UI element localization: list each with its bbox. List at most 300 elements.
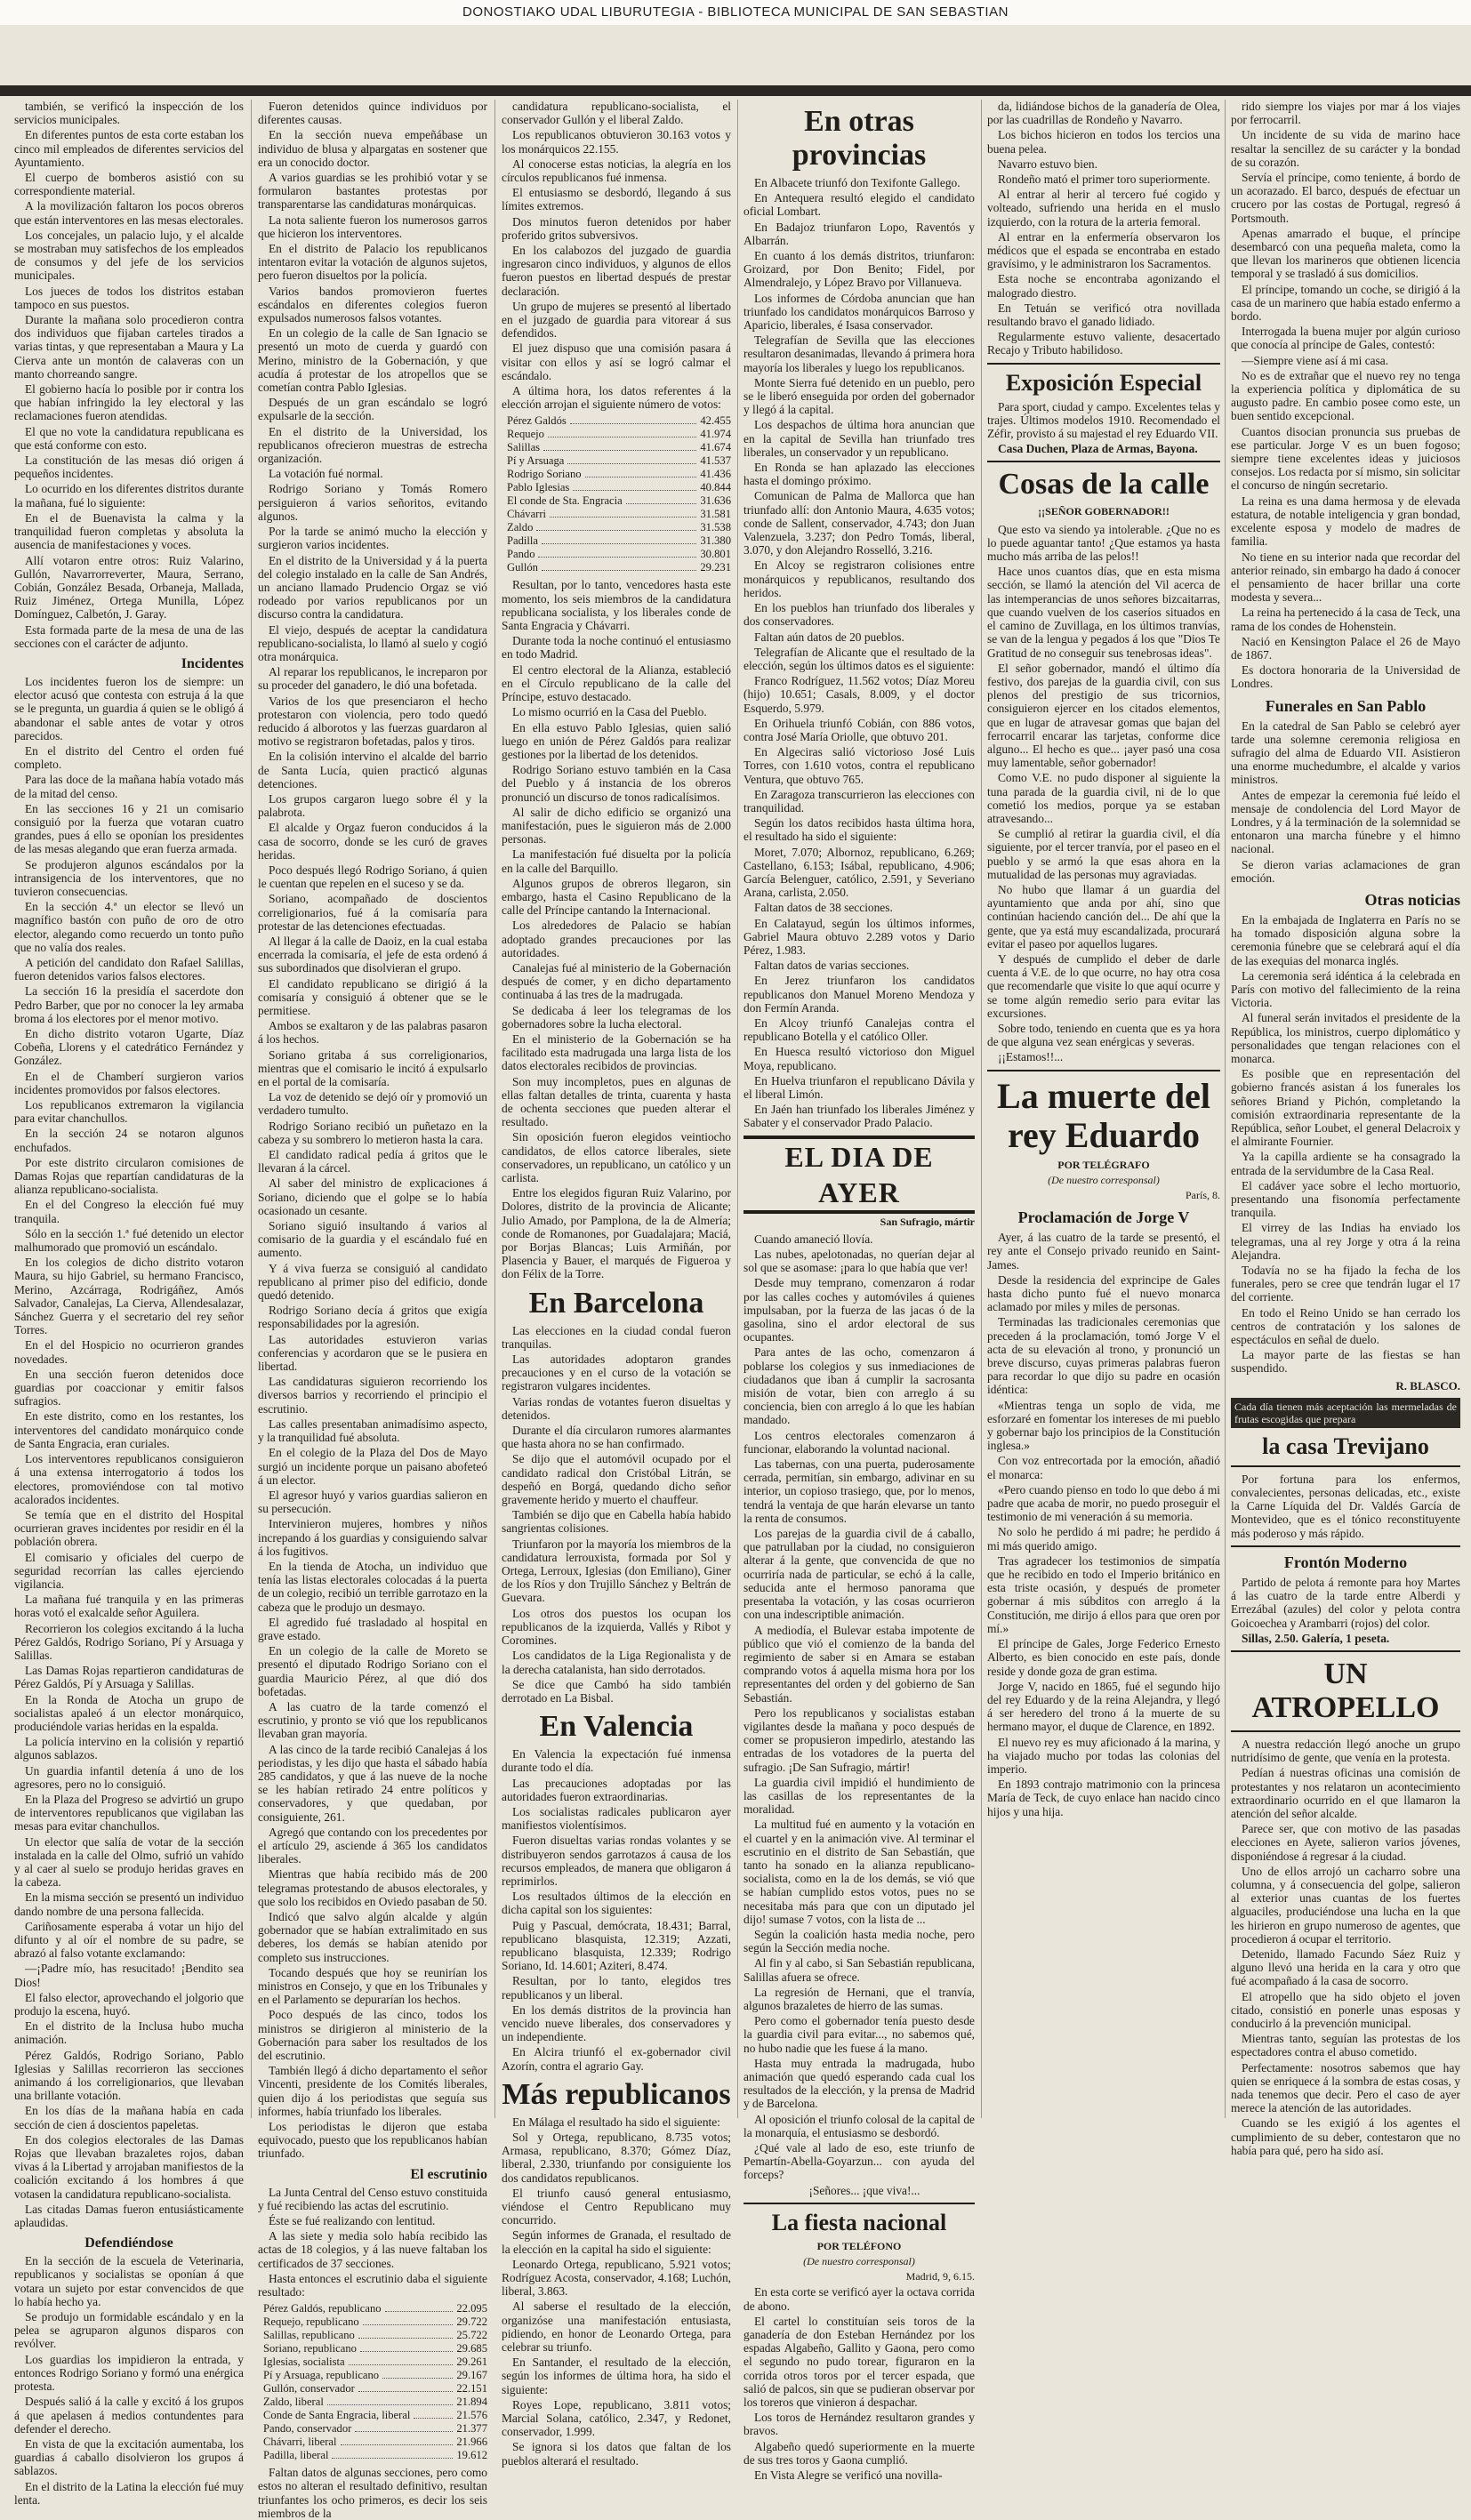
paragraph: Perfectamente: nosotros sabemos que hay quien se enriquece á la sombra de estas cosas, y nada tenemos que decir. Pero el caso de ayer merece la atención de las autoridades. — [1231, 2060, 1460, 2115]
paragraph: En Alcoy se registraron colisiones entre monárquicos y republicanos, resultando dos heridos. — [744, 558, 975, 599]
paragraph: A última hora, los datos referentes á la elección arrojan el siguiente número de votos: — [502, 384, 731, 412]
paragraph: El centro electoral de la Alianza, estableció en el Círculo republicano de la calle del Príncipe, estuvo destacado. — [502, 662, 731, 704]
paragraph: Triunfaron por la mayoría los miembros de la candidatura lerrouxista, formada por Sol y Ortega, Lerroux, Iglesias (don Emiliano), Giner de los Ríos y don Trujillo Sánchez y Beltrán de Guevara. — [502, 1537, 731, 1605]
paragraph: En un colegio de la calle de Moreto se presentó el diputado Rodrigo Soriano con el guardia Mauricio Pérez, al que dió dos bofetadas. — [258, 1644, 487, 1698]
column-divider — [737, 100, 738, 2118]
vote-count: 41.974 — [700, 428, 731, 441]
paragraph: Se dice que Cambó ha sido también derrotado en La Bisbal. — [502, 1677, 731, 1705]
divider — [987, 1070, 1220, 1071]
candidate-name: Chávarri — [507, 508, 547, 521]
paragraph: El alcalde y Orgaz fueron conducidos á la casa de socorro, donde se les curó de graves heridas. — [258, 821, 487, 862]
paragraph: Intervinieron mujeres, hombres y niños increpando á los guardias y consiguiendo salvar á los fugitivos. — [258, 1517, 487, 1558]
paragraph: Los republicanos extremaron la vigilancia para evitar chanchullos. — [14, 1098, 244, 1126]
paragraph: En el del Hospicio no ocurrieron grandes novedades. — [14, 1338, 244, 1366]
advertisement-text: Para sport, ciudad y campo. Excelentes telas y trajes. Últimos modelos 1910. Recomendado el Zéfir, provisto á su majestad el rey Eduardo VII. — [987, 399, 1220, 441]
paragraph: La manifestación fué disuelta por la policía en la calle del Barquillo. — [502, 847, 731, 875]
paragraph: Por la tarde se animó mucho la elección y surgieron varios incidentes. — [258, 525, 487, 552]
divider — [744, 2203, 975, 2204]
paragraph: En el distrito de la Universidad y á la puerta del colegio instalado en la calle de San Andrés, un anciano llamado Prudencio Orgaz se vió rodeado por varios republicanos por un discurso contra la candidatura. — [258, 553, 487, 622]
paragraph: Ayer, á las cuatro de la tarde se presentó, el rey ante el Consejo privado reunido en Saint-James. — [987, 1231, 1220, 1272]
paragraph: Las autoridades adoptaron grandes precauciones y en el curso de la votación se registraron vulgares incidentes. — [502, 1352, 731, 1393]
paragraph: ¿Qué vale al lado de eso, este triunfo de Pemartín-Abella-Goyarzun... con ayuda del forceps? — [744, 2141, 975, 2182]
paragraph: El candidato republicano se dirigió á la comisaría y consiguió á obtener que se le permitiese. — [258, 976, 487, 1017]
paragraph: Los bichos hicieron en todos los tercios una buena pelea. — [987, 128, 1220, 156]
paragraph: Las nubes, apelotonadas, no querían dejar al sol que se asomase: ¡para lo que había que ver! — [744, 1248, 975, 1275]
paragraph: Varios bandos promovieron fuertes escándalos en diferentes colegios fueron expulsados numerosos falsos votantes. — [258, 284, 487, 325]
paragraph: Los alrededores de Palacio se habían adoptado grandes precauciones por las autoridades. — [502, 919, 731, 959]
result-row — [263, 2422, 487, 2436]
paragraph: No hubo que llamar á un guardia del ayuntamiento que anda por ahí, sino que continúan haciendo canción del... De ahí que la gente, que ya está muy escandalizada, procurará evitar el paseo por aquellos lugares. — [987, 882, 1220, 951]
paragraph: La ceremonia será idéntica á la celebrada en París con motivo del fallecimiento de la reina Victoria. — [1231, 968, 1460, 1010]
paragraph: Pedían á nuestras oficinas una comisión de protestantes y nos relataron un acontecimiento extraordinario ocurrido en el que llamaron la atención del señor alcalde. — [1231, 1766, 1460, 1820]
paragraph: Las autoridades estuvieron varias conferencias y acordaron que se le pusiera en libertad. — [258, 1332, 487, 1374]
paragraph: Rodrigo Soriano decía á gritos que exigía responsabilidades por la agresión. — [258, 1304, 487, 1331]
paragraph: Los jueces de todos los distritos estaban tampoco en sus puestos. — [14, 284, 244, 311]
paragraph: «Mientras tenga un soplo de vida, me esforzaré en fomentar los intereses de mi pueblo y gobernar bajo los principios de la Constitución inglesa.» — [987, 1398, 1220, 1453]
paragraph: Cuando se les exigió á los agentes el cumplimiento de su deber, contestaron que no había para qué, pero ha sido así. — [1231, 2116, 1460, 2157]
paragraph: En dos colegios electorales de las Damas Rojas que llevaban brazaletes rojos, daban vivas á la Libertad y arrojaban manifiestos de la coalición excitando á los hombres á que votasen la candidatura republicano-socialista. — [14, 2132, 244, 2201]
paragraph: Los incidentes fueron los de siempre: un elector acusó que contesta con estruja á la que se le pregunta, un guardia á quien se le obligó á abandonar el sable antes de votar y otros parecidos. — [14, 674, 244, 742]
paragraph: Rodrigo Soriano estuvo también en la Casa del Pueblo y á instancia de los obreros pronunció un discurso de tonos radicalísimos. — [502, 763, 731, 804]
paragraph: La sección 16 la presidía el sacerdote don Pedro Barber, que por no conocer la ley armaba broma á los electores por el menor motivo. — [14, 984, 244, 1025]
candidate-name: Requejo — [507, 428, 544, 441]
result-row — [263, 2329, 487, 2342]
leader-dots — [543, 441, 696, 451]
paragraph: En Valencia la expectación fué inmensa durante todo el día. — [502, 1747, 731, 1775]
candidate-name: Pí y Arsuaga, republicano — [263, 2369, 380, 2382]
paragraph: Resultan, por lo tanto, vencedores hasta este momento, los seis miembros de la candidatura republicana socialista, y los liberales conde de Santa Engracia y Chávarri. — [502, 578, 731, 633]
result-row — [263, 2369, 487, 2382]
headline-barcelona: En Barcelona — [528, 1286, 704, 1320]
candidate-name: Pablo Iglesias — [507, 481, 570, 494]
paragraph: Es doctora honoraria de la Universidad de Londres. — [1231, 663, 1460, 691]
paragraph: En el distrito de la Universidad, los republicanos ofrecieron muestras de estrecha organización. — [258, 424, 487, 466]
paragraph: La regresión de Hernani, que el tranvía, algunos brazaletes de hierro de las sumas. — [744, 1985, 975, 2012]
leader-dots — [385, 2302, 454, 2312]
results-list-madrid-final — [507, 414, 731, 574]
vote-count: 31.581 — [700, 508, 731, 521]
paragraph: Fueron detenidos quince individuos por diferentes causas. — [258, 100, 487, 127]
vote-count: 41.436 — [700, 468, 731, 481]
headline-cosas-de-la-calle: Cosas de la calle — [998, 468, 1210, 502]
paragraph: Las tabernas, con una puerta, puderosamente cerrada, permitían, sin embargo, adivinar en su interior, un copioso trasiego, que, por lo menos, tendrá la ventaja de que harán elevarse un tanto la renta de consumos. — [744, 1457, 975, 1525]
paragraph: Las Damas Rojas repartieron candidaturas de Pérez Galdós, Pí y Arsuaga y Salillas. — [14, 1664, 244, 1691]
paragraph: Hasta entonces el escrutinio daba el siguiente resultado: — [258, 2271, 487, 2299]
paragraph: El entusiasmo se desbordó, llegando á sus límites extremos. — [502, 186, 731, 213]
paragraph: El cuerpo de bomberos asistió con su correspondiente material. — [14, 171, 244, 198]
paragraph: Según la coalición hasta media noche, pero según la Sección media noche. — [744, 1927, 975, 1955]
vote-count: 31.636 — [700, 494, 731, 508]
results-list-madrid-partial — [263, 2302, 487, 2462]
paragraph: La mayor parte de las fiestas se han suspendido. — [1231, 1348, 1460, 1376]
paragraph: Y á viva fuerza se consiguió al candidato republicano al primer piso del edificio, donde quedó detenido. — [258, 1261, 487, 1303]
paragraph: Faltan aún datos de 20 pueblos. — [754, 630, 904, 644]
paragraph: A las cinco de la tarde recibió Canalejas á los periodistas, y les dijo que hasta el sábado había 285 candidatos, y que á las nueve de la noche se les habían retirado 24 entre políticos y conservadores, y que quedaban, por consiguiente, 261. — [258, 1742, 487, 1824]
paragraph: Todavía no se ha fijado la fecha de los funerales, pero se cree que tendrán lugar el 17 del corriente. — [1231, 1264, 1460, 1304]
candidate-name: Pí y Arsuaga — [507, 454, 565, 468]
candidate-name: El conde de Sta. Engracia — [507, 494, 623, 508]
paragraph: El nuevo rey es muy aficionado á la marina, y ha viajado mucho por todas las colonias del imperio. — [987, 1735, 1220, 1776]
paragraph: Franco Rodríguez, 11.562 votos; Díaz Moreu (hijo) 10.651; Casals, 8.009, y el doctor Esquerdo, 5.979. — [744, 674, 975, 715]
section-heading-escrutinio: El escrutinio — [410, 2166, 487, 2182]
result-row — [507, 454, 731, 468]
paragraph: En diferentes puntos de esta corte estaban los cinco mil empleados de diferentes servicios del Ayuntamiento. — [14, 128, 244, 169]
candidate-name: Salillas, republicano — [263, 2329, 355, 2342]
candidate-name: Pando, conservador — [263, 2422, 352, 2436]
result-row — [263, 2342, 487, 2355]
paragraph: El virrey de las Indias ha enviado los telegramas, una al rey Jorge y otra á la reina Alejandra. — [1231, 1221, 1460, 1262]
vote-count: 22.095 — [456, 2302, 487, 2315]
paragraph: La mañana fué tranquila y en las primeras horas votó el exalcalde señor Aguilera. — [14, 1593, 244, 1620]
paragraph: Para las doce de la mañana había votado más de la mitad del censo. — [14, 773, 244, 800]
paragraph: También llegó á dicho departamento el señor Vincenti, presidente de los Comités liberales, quien dijo á los periodistas que seguía sus informes, había triunfado los liberales. — [258, 2064, 487, 2118]
paragraph: Los parejas de la guardia civil de á caballo, que patrullaban por la ciudad, no consiguieron alterar á la gente, que convencida de que no ocurriría nada de particular, se echó á la calle, seducida ante el hermoso panorama que presentaba la votación, y las cosas ocurrieron con una indescriptible animación. — [744, 1527, 975, 1622]
candidate-name: Requejo, republicano — [263, 2315, 359, 2329]
paragraph: Parece ser, que con motivo de las pasadas elecciones en Ayete, salieron varios jóvenes, disponiéndose á regresar á la ciudad. — [1231, 1822, 1460, 1863]
candidate-name: Pando — [507, 548, 535, 561]
paragraph: Allí votaron entre otros: Ruiz Valarino, Gullón, Navarrorreverter, Maura, Serrano, Cobián, González Besada, Orbaneja, Mallada, Ruiz Jiménez, Ortega Munilla, López Domínguez, Calbetón, J. Garay. — [14, 553, 244, 622]
candidate-name: Chávarri, liberal — [263, 2436, 337, 2449]
paragraph: Las calles presentaban animadísimo aspecto, y la tranquilidad fué absoluta. — [258, 1416, 487, 1445]
vote-count: 21.576 — [456, 2409, 487, 2422]
headline-exposicion-especial: Exposición Especial — [1005, 369, 1202, 396]
leader-dots — [358, 2329, 454, 2339]
paragraph: En los demás distritos de la provincia han vencido nueve liberales, dos conservadores y un independiente. — [502, 2002, 731, 2044]
paragraph: Al fin y al cabo, si San Sebastián republicana, Salillas afuera se ofrece. — [744, 1956, 975, 1984]
paragraph: Los otros dos puestos los ocupan los republicanos de la izquierda, Vallés y Ribot y Coromines. — [502, 1606, 731, 1648]
paragraph: Los interventores republicanos consiguieron á una extensa interrogatorio á todos los electores, promoviéndose con tal motivo acalorados incidentes. — [14, 1452, 244, 1506]
paragraph: Telegrafían de Sevilla que las elecciones resultaron desanimadas, llevando á primera hora mayoría los liberales y luego los republicanos. — [744, 333, 975, 374]
paragraph: El candidato radical pedía á gritos que le llevaran á la cárcel. — [258, 1148, 487, 1176]
dateline: Madrid, 9, 6.15. — [905, 2270, 975, 2283]
vote-count: 41.537 — [700, 454, 731, 468]
paragraph: Desde la residencia del exprincipe de Gales hasta dicho punto fué el nuevo monarca aclamado por miles y miles de personas. — [987, 1272, 1220, 1314]
paragraph: Tras agradecer los testimonios de simpatía que he recibido en todo el Imperio británico en esta triste ocasión, y después de prometer gobernar á mis súbditos con arreglo á la Constitución, me dirijo á ellos para que oren por mí.» — [987, 1553, 1220, 1635]
candidate-name: Soriano, republicano — [263, 2342, 357, 2355]
paragraph: También se dijo que en Cabella había habido sangrientas colisiones. — [502, 1508, 731, 1536]
paragraph: El gobierno hacía lo posible por ir contra los que habían infringido la ley electoral y las reclamaciones fueron atendidas. — [14, 382, 244, 423]
paragraph: En Málaga el resultado ha sido el siguiente: — [512, 2115, 720, 2129]
paragraph: Como V.E. no pudo disponer al siguiente la tuna parada de la guardia civil, ni de lo que cometió los medios, porque ya se estaban atravesando... — [987, 771, 1220, 825]
leader-dots — [536, 521, 696, 531]
paragraph: Royes Lope, republicano, 3.811 votos; Marcial Solana, católico, 2.347, y Redonet, conservador, 1.999. — [502, 2397, 731, 2439]
paragraph: Uno de ellos arrojó un cacharro sobre una columna, y á consecuencia del golpe, salieron al exterior unas cuantas de los fuertes alguaciles, produciéndose una lucha en la que les hirieron en grupo numeroso de agentes, que procedieron á ocupar el territorio. — [1231, 1864, 1460, 1946]
paragraph: Al llegar á la calle de Daoiz, en la cual estaba encerrada la comisaría, el jefe de esta ordenó á sus subordinados que disolvieran el grupo. — [258, 934, 487, 975]
paragraph: El atropello que ha sido objeto el joven citado, consistió en ponerle unas esposas y conducirlo á la prevención municipal. — [1231, 1989, 1460, 2030]
paragraph: En Antequera resultó elegido el candidato oficial Lombart. — [744, 191, 975, 219]
paragraph: Entre los elegidos figuran Ruiz Valarino, por Dolores, distrito de la provincia de Alicante; Julio Amado, por Pamplona, de la de Almería; conde de Romanones, por Guadalajara; Maciá, por Borjas Blancas; Luis Armiñán, por Plasencia y Bauer, el marqués de Figueroa y don Félix de la Torre. — [502, 1186, 731, 1281]
candidate-name: Conde de Santa Engracia, liberal — [263, 2409, 411, 2422]
paragraph: En la tienda de Atocha, un individuo que tenía las listas electorales colocadas á la puerta de un colegio, recibió un terrible garrotazo en la cabeza que le produjo un desmayo. — [258, 1559, 487, 1614]
paragraph: En esta corte se verificó ayer la octava corrida de abono. — [744, 2285, 975, 2313]
paragraph: Los republicanos obtuvieron 30.163 votos y los monárquicos 22.155. — [502, 128, 731, 156]
paragraph: Se produjeron algunos escándalos por la intransigencia de los interventores, que no tuvieron consecuencias. — [14, 857, 244, 898]
dateline: París, 8. — [1186, 1189, 1220, 1201]
column-divider — [1225, 100, 1226, 2118]
leader-dots — [585, 468, 697, 478]
column-divider — [251, 100, 252, 2118]
paragraph: En las secciones 16 y 21 un comisario consiguió por la fuerza que votaran cuatro grandes, pues á ello se oponían los presidentes de las mesas alegando que eran fuerza armada. — [14, 801, 244, 856]
paragraph: Por este distrito circularon comisiones de Damas Rojas que repartían candidaturas de la alianza republicano-socialista. — [14, 1155, 244, 1197]
paragraph: A la movilización faltaron los pocos obreros que están interventores en las mesas electorales. — [14, 199, 244, 227]
paragraph: Los toros de Hernández resultaron grandes y bravos. — [744, 2411, 975, 2438]
result-row — [507, 561, 731, 574]
paragraph: En los colegios de dicho distrito votaron Maura, su hijo Gabriel, su hermano Francisco, Merino, Azcárraga, Rodrigáñez, Amós Salvador, Canalejas, La Cierva, Allendesalazar, Sánchez Guerra y el secretario del rey señor Torres. — [14, 1256, 244, 1337]
paragraph: En los calabozos del juzgado de guardia ingresaron cinco individuos, y algunos de ellos fueron puestos en libertad después de prestar declaración. — [502, 244, 731, 298]
paragraph: Al oposición el triunfo colosal de la capital de la monarquía, el entusiasmo se desbordó. — [744, 2112, 975, 2139]
paragraph: Dos minutos fueron detenidos por haber proferido gritos subversivos. — [502, 214, 731, 242]
paragraph: En la embajada de Inglaterra en París no se ha tomado disposición alguna sobre la ceremonia fúnebre que se celebrará aquí el día de las exequias del monarca inglés. — [1231, 912, 1460, 967]
vote-count: 29.261 — [456, 2355, 487, 2369]
paragraph: Después salió á la calle y excitó á los grupos á que apelasen á medios contundentes para defender el derecho. — [14, 2395, 244, 2436]
paragraph: El señor gobernador, mandó el último día festivo, dos parejas de la guardia civil, con sus plenos del prestigio de sus tricornios, consiguieron ejercer en los citados elementos, que en lugar de atravesar gomas que bajan del ferrocarril encarar las tarjetas, conforme dice alguno... El hecho es que... ¡ayer pasó una cosa muy lamentable, señor gobernador! — [987, 661, 1220, 770]
paragraph: Y después de cumplido el deber de darle cuenta á V.E. de lo que ocurre, no hay otra cosa que recomendarle que visite lo que aquí ocurre y se tome algún remedio serio para evitar las excursiones. — [987, 951, 1220, 1020]
paragraph: también, se verificó la inspección de los servicios municipales. — [14, 100, 244, 127]
vote-count: 30.801 — [700, 548, 731, 561]
paragraph: Sol y Ortega, republicano, 8.735 votos; Armasa, republicano, 8.370; Gómez Díaz, liberal, 2.330, triunfando por consiguiente los dos candidatos republicanos. — [502, 2130, 731, 2185]
author-signature: R. BLASCO. — [1395, 1378, 1460, 1392]
paragraph: En dicho distrito votaron Ugarte, Díaz Cobeña, Llorens y el catedrático Fernández y González. — [14, 1027, 244, 1068]
paragraph: Un grupo de mujeres se presentó al libertado en el juzgado de guardia para vitorear á sus defendidos. — [502, 299, 731, 341]
leader-dots — [360, 2342, 453, 2352]
byline-correspondent: (De nuestro corresponsal) — [803, 2255, 915, 2268]
divider — [1231, 1465, 1460, 1467]
result-row — [507, 508, 731, 521]
paragraph: Terminadas las tradicionales ceremonias que preceden á la proclamación, tomó Jorge V el acta de su elevación al trono, y pronunció un breve discurso, cuyas primeras palabras fueron para recordar lo que dijo su padre en ocasión idéntica: — [987, 1315, 1220, 1397]
paragraph: Al saberse el resultado de la elección, organizóse una manifestación entusiasta, pidiendo, en honor de Leonardo Ortega, para celebrar su triunfo. — [502, 2299, 731, 2355]
paragraph: Pero como el gobernador tenía puesto desde la guardia civil para evitar..., no sabemos qué, no hubo nadie que les fuese á la mano. — [744, 2014, 975, 2055]
leader-dots — [382, 2369, 453, 2379]
advertisement-text: Por fortuna para los enfermos, convalecientes, personas delicadas, etc., existe la Carne Líquida del Dr. Valdés García de Montevideo, que es el tónico reconstituyente más poderoso y más rápido. — [1231, 1472, 1460, 1540]
paragraph: Al saber del ministro de explicaciones á Soriano, diciendo que el golpe se lo había ocasionado un cesante. — [258, 1176, 487, 1217]
paragraph: No es de extrañar que el nuevo rey no tenga la experiencia política y diplomática de su augusto padre. En cambio posee como este, un buen sentido excepcional. — [1231, 368, 1460, 423]
vote-count: 29.167 — [456, 2369, 487, 2382]
headline-valencia: En Valencia — [539, 1710, 694, 1744]
leader-dots — [355, 2422, 453, 2432]
paragraph: En la sección 4.ª un elector se llevó un magnífico bastón con puño de oro de otro elector, alegando como recuerdo un tonto puño que no valía dos reales. — [14, 900, 244, 954]
leader-dots — [626, 494, 697, 504]
paragraph: En el ministerio de la Gobernación se ha facilitado esta madrugada una larga lista de los datos electorales recibidos de provincias. — [502, 1031, 731, 1073]
result-row — [507, 548, 731, 561]
paragraph: En los pueblos han triunfado dos liberales y dos conservadores. — [744, 601, 975, 629]
leader-dots — [332, 2449, 453, 2459]
paragraph: Las candidaturas siguieron recorriendo los diversos barrios y recorriendo el principio el escrutinio. — [258, 1375, 487, 1416]
paragraph: Faltan datos de 38 secciones. — [754, 901, 893, 915]
subheadline-senor-gobernador: ¡¡SEÑOR GOBERNADOR!! — [1038, 505, 1170, 518]
paragraph: Se cumplió al retirar la guardia civil, el día siguiente, por el tercer tranvía, por el paseo en el pueblo y se armó la que esas ahora en la mutualidad de las personas muy agraviadas. — [987, 827, 1220, 881]
paragraph: Faltan datos de varias secciones. — [754, 959, 910, 973]
paragraph: Sobre todo, teniendo en cuenta que es ya hora de que alguna vez sean enérgicas y severas. — [987, 1021, 1220, 1049]
paragraph: Jorge V, nacido en 1865, fué el segundo hijo del rey Eduardo y de la reina Alejandra, y llegó á ser heredero del trono á la muerte de su hermano mayor, el duque de Clarence, en 1892. — [987, 1679, 1220, 1734]
paragraph: Hasta muy entrada la madrugada, hubo animación que quedó esperando cada cual los resultados de la elección, y la prensa de Madrid y de Barcelona. — [744, 2056, 975, 2111]
headline-la-muerte-del-rey-eduardo: La muerte del rey Eduardo — [997, 1075, 1210, 1155]
leader-dots — [567, 454, 696, 464]
paragraph: Navarro estuvo bien. — [998, 156, 1097, 171]
subheading-proclamacion: Proclamación de Jorge V — [1017, 1208, 1190, 1227]
paragraph: Servía el príncipe, como teniente, á bordo de un acorazado. El barco, después de efectuar un crucero por las costas de Portugal, regresó á Portsmouth. — [1231, 171, 1460, 225]
result-row — [263, 2355, 487, 2369]
paragraph: En la colisión intervino el alcalde del barrio de Santa Lucía, quien practicó algunas detenciones. — [258, 750, 487, 791]
leader-dots — [538, 548, 696, 558]
paragraph: El que no vote la candidatura republicana es que está conforme con esto. — [14, 424, 244, 452]
paragraph: Los grupos cargaron luego sobre él y la palabrota. — [258, 791, 487, 820]
candidate-name: Pérez Galdós, republicano — [263, 2302, 382, 2315]
paragraph: Éste se fué realizando con lentitud. — [269, 2214, 436, 2228]
paragraph: Algabeño quedó superiormente en la muerte de sus tres toros y Gaona cumplió. — [744, 2439, 975, 2467]
paragraph: Mientras que había recibido más de 200 telegramas protestando de abusos electorales, y que solo los recibidos en Oviedo pasaban de 50. — [258, 1867, 487, 1908]
paragraph: Mientras tanto, seguían las protestas de los espectadores contra el abuso cometido. — [1231, 2032, 1460, 2059]
paragraph: Telegrafían de Alicante que el resultado de la elección, según los últimos datos es el siguiente: — [744, 645, 975, 672]
paragraph: La reina es una dama hermosa y de elevada estatura, de notable inteligencia y gran bondad, excelente esposa y modelo de madres de familia. — [1231, 494, 1460, 549]
paragraph: El triunfo causó general entusiasmo, viéndose el Centro Republicano muy concurrido. — [502, 2186, 731, 2227]
leader-dots — [542, 561, 696, 571]
paragraph: En la sección de la escuela de Veterinaria, republicanos y socialistas se oponían á que votara un sujeto por estar convencidos de que lo había hecho ya. — [14, 2254, 244, 2308]
result-row — [263, 2409, 487, 2422]
paragraph: En vista de que la excitación aumentaba, los guardias á caballo disolvieron los grupos á sablazos. — [14, 2436, 244, 2478]
paragraph: Interrogada la buena mujer por algún curioso que conocía al príncipe de Gales, contestó: — [1231, 325, 1460, 352]
paragraph: «Pero cuando pienso en todo lo que debo á mi padre que acaba de morir, no puedo proseguir el testimonio de mi veneración á su memoria. — [987, 1482, 1220, 1524]
paragraph: Los concejales, un palacio lujo, y el alcalde se mostraban muy satisfechos de los empleados de consumos y del jefe de los servicios municipales. — [14, 228, 244, 283]
paragraph: Los resultados últimos de la elección en dicha capital son los siguientes: — [502, 1890, 731, 1917]
paragraph: Cuando amaneció llovía. — [754, 1232, 873, 1246]
result-row — [507, 441, 731, 454]
paragraph: Se ignora si los datos que faltan de los pueblos alterará el resultado. — [502, 2440, 731, 2468]
vote-count: 21.377 — [456, 2422, 487, 2436]
paragraph: Pérez Galdós, Rodrigo Soriano, Pablo Iglesias y Salillas recorrieron las secciones animando á los correligionarios, que llevaban una brillante votación. — [14, 2048, 244, 2103]
paragraph: El cartel lo constituían seis toros de la ganadería de don Esteban Hernández por los espadas Algabeño, Gallito y Gaona, pero como el segundo no pudo torear, figuraron en la corrida otros toros por el tercer espada, que salió de palcos, sin que se pudieran observar por los toreros que vinieron á despachar. — [744, 2314, 975, 2410]
paragraph: A mediodía, el Bulevar estaba impotente de público que vió el comienzo de la banda del regimiento de saber si en Amara se estaban comprando votos á aquella misma hora por los representantes del orden y del gobierno de San Sebastián. — [744, 1623, 975, 1705]
paragraph: Indicó que salvo algún alcalde y algún gobernador que se habían extralimitado en sus deberes, los demás se habían atenido por completo sus instrucciones. — [258, 1910, 487, 1964]
headline-la-fiesta-nacional: La fiesta nacional — [771, 2209, 947, 2235]
paragraph: A petición del candidato don Rafael Salillas, fueron detenidos varios falsos electores. — [14, 955, 244, 983]
paragraph: Un guardia infantil detenía á uno de los agresores, pero no lo consiguió. — [14, 1763, 244, 1791]
paragraph: En Badajoz triunfaron Lopo, Raventós y Albarrán. — [744, 220, 975, 247]
paragraph: Durante el día circularon rumores alarmantes que hasta ahora no se han confirmado. — [502, 1424, 731, 1451]
paragraph: Rodrigo Soriano recibió un puñetazo en la cabeza y su sombrero lo metieron hasta la cara. — [258, 1119, 487, 1146]
paragraph: En 1893 contrajo matrimonio con la princesa María de Teck, de cuyo enlace han nacido cinco hijos y una hija. — [987, 1778, 1220, 1818]
paragraph: En la misma sección se presentó un individuo dando nombre de una persona fallecida. — [14, 1890, 244, 1918]
paragraph: Esta formada parte de la mesa de una de las secciones con el carácter de adjunto. — [14, 622, 244, 650]
paragraph: Monte Sierra fué detenido en un pueblo, pero se le liberó enseguida por orden del gobernador y llegó á la capital. — [744, 375, 975, 417]
paragraph: En Alcoy triunfó Canalejas contra el republicano Botella y el católico Oller. — [744, 1015, 975, 1044]
paragraph: Desde muy temprano, comenzaron á rodar por las calles coches y automóviles á quienes impulsaban, por la fuerza de las jacas ó de la gasolina, sino el ardor electoral de sus ocupantes. — [744, 1276, 975, 1344]
paragraph: La constitución de las mesas dió origen á pequeños incidentes. — [14, 453, 244, 481]
paragraph: En Albacete triunfó don Texifonte Gallego. — [754, 176, 961, 189]
result-row — [507, 481, 731, 494]
candidate-name: Gullón, conservador — [263, 2382, 355, 2396]
paragraph: Los periodistas le dijeron que estaba equivocado, puesto que los republicanos habían triunfado. — [258, 2120, 487, 2161]
paragraph: da, lidiándose bichos de la ganadería de Olea, por las cuadrillas de Rondeño y Navarro. — [987, 100, 1220, 127]
paragraph: Algunos grupos de obreros llegaron, sin embargo, hasta el Casino Republicano de la calle del Príncipe cantando la Internacional. — [502, 876, 731, 918]
column-2 — [258, 100, 487, 2520]
paragraph: Fueron disueltas varias rondas volantes y se distribuyeron sendos garrotazos á causa de los recursos empleados, de manera que obligaron á reprimirlos. — [502, 1834, 731, 1888]
vote-count: 41.674 — [700, 441, 731, 454]
paragraph: La voz de detenido se dejó oír y promovió un verdadero tumulto. — [258, 1090, 487, 1118]
paragraph: Puig y Pascual, demócrata, 18.431; Barral, republicano blasquista, 12.319; Azzati, republicano blasquista, 12.339; Rodrigo Soriano, Id. 14.601; Aziteri, 8.474. — [502, 1918, 731, 1973]
paragraph: Al funeral serán invitados el presidente de la República, los ministros, cuerpo diplomático y personalidades que tengan relaciones con el monarca. — [1231, 1011, 1460, 1065]
column-1 — [14, 100, 244, 2507]
paragraph: Los candidatos de la Liga Regionalista y de la derecha catalanista, han sido derrotados. — [502, 1649, 731, 1676]
vote-count: 31.380 — [700, 534, 731, 548]
archive-banner: DONOSTIAKO UDAL LIBURUTEGIA - BIBLIOTECA MUNICIPAL DE SAN SEBASTIAN — [0, 0, 1471, 25]
leader-dots — [573, 481, 696, 491]
masthead-rule — [0, 85, 1471, 96]
leader-dots — [349, 2355, 454, 2365]
paragraph: La reina ha pertenecido á la casa de Teck, una rama de los condes de Hohenstein. — [1231, 606, 1460, 633]
paragraph: Las precauciones adoptadas por las autoridades fueron extraordinarias. — [502, 1776, 731, 1803]
paragraph: Canalejas fué al ministerio de la Gobernación después de comer, y en dicho departamento continuaba á las tres de la madrugada. — [502, 960, 731, 1002]
headline-mas-republicanos: Más republicanos — [502, 2077, 731, 2111]
candidate-name: Gullón — [507, 561, 538, 574]
paragraph: Al conocerse estas noticias, la alegría en los círculos republicanos fué inmensa. — [502, 156, 731, 185]
vote-count: 29.722 — [456, 2315, 487, 2329]
paragraph: Regularmente estuvo valiente, desacertado Recajo y Tributo habilidoso. — [987, 330, 1220, 357]
paragraph: Se dedicaba á leer los telegramas de los gobernadores sobre la lucha electoral. — [502, 1003, 731, 1031]
divider — [1231, 1650, 1460, 1652]
paragraph: Con voz entrecortada por la emoción, añadió el monarca: — [987, 1454, 1220, 1481]
leader-dots — [363, 2315, 454, 2325]
paragraph: Se dijo que el automóvil ocupado por el candidato radical don Cristóbal Litrán, se despeñó en Borgá, quedando dicho señor gravemente herido y muerto el chauffeur. — [502, 1452, 731, 1507]
paragraph: En el distrito de Palacio los republicanos intentaron evitar la votación de algunos sujetos, pero fueron disueltos por la policía. — [258, 242, 487, 283]
advertisement-banner: Cada día tienen más aceptación las mermeladas de frutas escogidas que prepara — [1231, 1398, 1460, 1428]
paragraph: Según los datos recibidos hasta última hora, el resultado ha sido el siguiente: — [744, 816, 975, 844]
paragraph: Apenas amarrado el buque, el príncipe desembarcó con una pequeña maleta, como la que llevan los marineros que obtienen licencia temporal y se trasladó á sus domicilios. — [1231, 226, 1460, 281]
subheadline-san-sufragio: San Sufragio, mártir — [880, 1215, 975, 1228]
paragraph: En el distrito del Centro el orden fué completo. — [14, 743, 244, 772]
column-5 — [987, 100, 1220, 2118]
paragraph: Lo mismo ocurrió en la Casa del Pueblo. — [512, 705, 707, 719]
paragraph: —¡Padre mío, has resucitado! ¡Bendito sea Dios! — [14, 1962, 244, 1989]
paragraph: En Santander, el resultado de la elección, según los informes de última hora, ha sido el siguiente: — [502, 2355, 731, 2396]
section-heading-incidentes: Incidentes — [181, 655, 244, 671]
advertisement-address: Casa Duchen, Plaza de Armas, Bayona. — [998, 442, 1198, 456]
candidate-name: Padilla, liberal — [263, 2449, 329, 2462]
paragraph: En la catedral de San Pablo se celebró ayer tarde una solemne ceremonia religiosa en sufragio del alma de Eduardo VII. Asistieron una enorme muchedumbre, el alcalde y varios ministros. — [1231, 718, 1460, 787]
paragraph: En Huelva triunfaron el republicano Dávila y el liberal Limón. — [744, 1073, 975, 1101]
byline: POR TELÉFONO — [816, 2239, 902, 2252]
paragraph: Pero los republicanos y socialistas estaban vigilantes desde la mañana y poco después de comer se propusieron impedirlo, atestando las entradas de los votadores de la puerta del sufragio. ¡De San Sufragio, mártir! — [744, 1705, 975, 1774]
candidate-name: Rodrigo Soriano — [507, 468, 582, 481]
paragraph: En todo el Reino Unido se han cerrado los centros de contratación y los salones de espectáculos en señal de duelo. — [1231, 1305, 1460, 1347]
paragraph: La guardia civil impidió el hundimiento de las casillas de los representantes de la moralidad. — [744, 1775, 975, 1817]
paragraph: Las elecciones en la ciudad condal fueron tranquilas. — [502, 1323, 731, 1351]
candidate-name: Zaldo — [507, 521, 534, 534]
paragraph: Al salir de dicho edificio se organizó una manifestación, pues le siguieron más de 2.000 personas. — [502, 805, 731, 847]
leader-dots — [327, 2396, 454, 2405]
leader-dots — [550, 508, 696, 518]
candidate-name: Salillas — [507, 441, 541, 454]
paragraph: En la sección nueva empeñábase un individuo de blusa y alpargatas en sostener que era un conocido doctor. — [258, 128, 487, 169]
paragraph: Son muy incompletos, pues en algunas de ellas faltan detalles de trinta, cuarenta y hasta de ochenta secciones que pueden alterar el resultado. — [502, 1074, 731, 1129]
paragraph: Resultan, por lo tanto, elegidos tres republicanos y un liberal. — [502, 1974, 731, 2002]
paragraph: El príncipe, tomando un coche, se dirigió á la casa de un marinero que había estado enfermo a bordo. — [1231, 282, 1460, 324]
divider — [987, 363, 1220, 365]
paragraph: Faltan datos de algunas secciones, pero como estos no alteran el resultado definitivo, resultan triunfantes los ocho primeros, es decir los seis miembros de la — [258, 2466, 487, 2520]
headline-fronton-moderno: Frontón Moderno — [1283, 1553, 1408, 1571]
divider — [1231, 1730, 1460, 1732]
paragraph: En la Ronda de Atocha un grupo de socialistas apaleó á un elector monárquico, produciéndole varias heridas en la espalda. — [14, 1692, 244, 1733]
paragraph: La Junta Central del Censo estuvo constituida y fué recibiendo las actas del escrutinio. — [258, 2185, 487, 2212]
paragraph: En un colegio de la calle de San Ignacio se presentó un moto de cuerda y guardó con Merino, ministro de la Gobernación, y que acudía á protestar de los atropellos que se cometían contra Pablo Iglesias. — [258, 326, 487, 395]
paragraph: Un elector que salía de votar de la sección instalada en la calle del Olmo, sufrió un vahído y al caer al suelo se produjo heridas graves en la cabeza. — [14, 1834, 244, 1890]
paragraph: Que esto va siendo ya intolerable. ¿Que no es lo puede aguantar tanto! ¿Que estamos ya hasta mucho más arriba de las pelos!! — [987, 522, 1220, 564]
paragraph: Cariñosamente esperaba á votar un hijo del difunto y al oír el nombre de su padre, se abrazó al falso votante exclamando: — [14, 1919, 244, 1961]
paragraph: Hace unos cuantos días, que en esta misma sección, se llamó la atención del Vil acerca de las intemperancias de unos señores bizcaitarras, que cuando vuelven de los caseríos situados en el camino de Zuvillaga, en los últimos tranvías, se van de la lengua y pegados á los que "Dios Te Gratitud de no conseguir sus tenebrosas ideas". — [987, 565, 1220, 660]
paragraph: Los guardias los impidieron la entrada, y entonces Rodrigo Soriano y formó una enérgica protesta. — [14, 2352, 244, 2394]
paragraph: Lo ocurrido en los diferentes distritos durante la mañana, fué lo siguiente: — [14, 482, 244, 510]
paragraph: La policía intervino en la colisión y repartió algunos sablazos. — [14, 1735, 244, 1762]
paragraph: Para antes de las ocho, comenzaron á poblarse los colegios y sus inmediaciones de ciudadanos que iban á cumplir la sacrosanta misión de votar, bien con arreglo á su conciencia, bien con arreglo á lo que les habían mandado. — [744, 1345, 975, 1427]
